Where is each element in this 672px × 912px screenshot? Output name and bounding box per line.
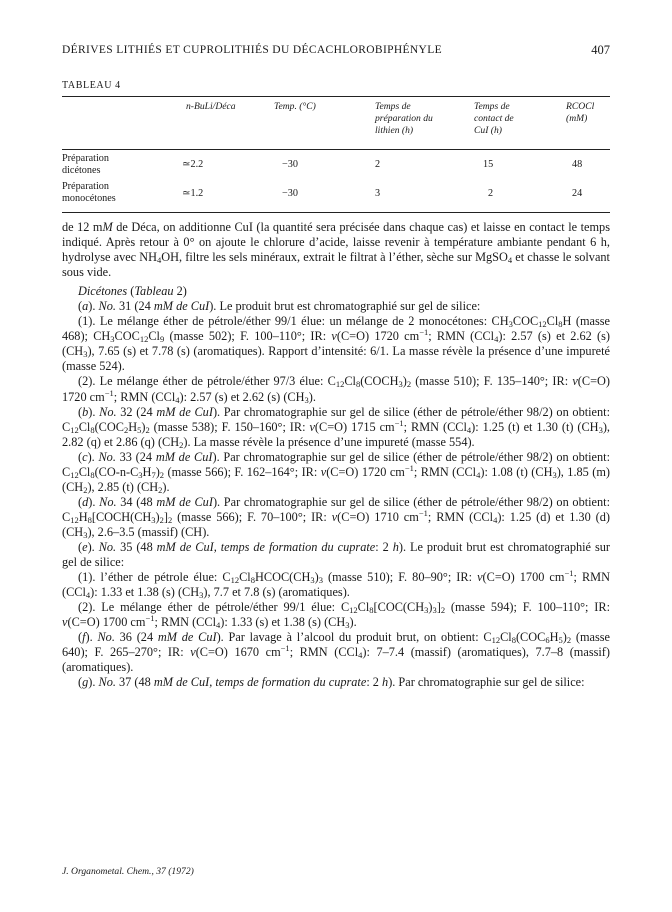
- entry-c: (c). No. 33 (24 mM de CuI). Par chromatographie sur gel de silice (éther de pétrole/éther 98/2) on obtient: $C_{12}Cl_8(CO-n-C_3H_7)_2$ (masse 566); F. 162–164°; IR: ν(C=O) 1720 $cm^{-1}$; RMN (CCl$_4$): 1.08 (t) $(CH_3)$, 1.85 (m) $(CH_2)$, 2.85 (t) $(CH_2)$.: [62, 449, 610, 495]
- journal-footer: J. Organometal. Chem., 37 (1972): [62, 866, 194, 877]
- entry-e-1: (1). l’éther de pétrole élue: $C_{12}Cl_8HCOC(CH_3)_3$ (masse 510); F. 80–90°; IR: ν(C=O) 1700 $cm^{-1}$; RMN (CCl$_4$): 1.33 et 1.38 (s) $(CH_3)$, 7.7 et 7.8 (s) (aromatiques).: [62, 568, 610, 601]
- entry-e: (e). No. 35 (48 mM de CuI, temps de formation du cuprate: 2 h). Le produit brut est chromatographié sur gel de silice:: [62, 539, 610, 570]
- table-top-rule: [62, 96, 610, 97]
- table-caption: TABLEAU 4: [62, 80, 121, 91]
- table-cell: 24: [572, 188, 583, 199]
- entry-f: (f). No. 36 (24 mM de CuI). Par lavage à l’alcool du produit brut, on obtient: $C_{12}Cl_8(COC_6H_5)_2$ (masse 640); F. 265–270°; IR: ν(C=O) 1670 $cm^{-1}$; RMN (CCl$_4$): 7–7.4 (massif) (aromatiques), 7.7–8 (massif) (aromatiques).: [62, 630, 610, 675]
- entry-a-2: (2). Le mélange éther de pétrole/éther 97/3 élue: $C_{12}Cl_8(COCH_3)_2$ (masse 510); F. 135–140°; IR: ν(C=O) 1720 $cm^{-1}$; RMN (CCl$_4$): 2.57 (s) et 2.62 (s) $(CH_3)$.: [62, 374, 610, 405]
- entry-a-1: (1). Le mélange éther de pétrole/éther 99/1 élue: un mélange de 2 monocétones: $CH_3COC_{12}Cl_8H$ (masse 468); $CH_3COC_{12}Cl_9$ (masse 502); F. 100–110°; IR: ν(C=O) 1720 $cm^{-1}$; RMN (CCl$_4$): 2.57 (s) et 2.62 (s) $(CH_3)$, 7.65 (s) et 7.78 (s) (aromatiques). Rapport d’intensité: 6/1. La masse révèle la présence d’une impureté (masse 524).: [62, 314, 610, 374]
- row-label-monocetones: Préparation monocétones: [62, 181, 116, 204]
- table-header-rule: [62, 149, 610, 150]
- entry-b: (b). No. 32 (24 mM de CuI). Par chromatographie sur gel de silice (éther de pétrole/éther 98/2) on obtient: $C_{12}Cl_8(COC_2H_5)_2$ (masse 538); F. 150–160°; IR: ν(C=O) 1715 $cm^{-1}$; RMN (CCl$_4$): 1.25 (t) et 1.30 (t) $(CH_3)$, 2.82 (q) et 2.86 (q) $(CH_2)$. La masse révèle la présence d’une impureté (masse 554).: [62, 404, 610, 450]
- table-cell: 3: [375, 188, 381, 199]
- row-label-dicetones: Préparation dicétones: [62, 153, 109, 176]
- page-number: 407: [591, 43, 610, 57]
- table-cell: 2: [375, 159, 381, 170]
- body-text: [62, 220, 610, 690]
- entry-d: (d). No. 34 (48 mM de CuI). Par chromatographie sur gel de silice (éther de pétrole/éther 98/2) on obtient: $C_{12}H_8[COCH(CH_3)_2]_2$ (masse 566); F. 70–100°; IR: ν(C=O) 1710 $cm^{-1}$; RMN (CCl$_4$): 1.25 (d) et 1.30 (d) $(CH_3)$, 2.6–3.5 (massif) (CH).: [62, 494, 610, 540]
- entry-e-2: (2). Le mélange éther de pétrole/éther 99/1 élue: $C_{12}Cl_8[COC(CH_3)_3]_2$ (masse 594); F. 100–110°; IR: ν(C=O) 1700 $cm^{-1}$; RMN (CCl$_4$): 1.33 (s) et 1.38 (s) $(CH_3)$.: [62, 600, 610, 631]
- table-cell: ≃2.2: [182, 159, 204, 170]
- column-header-rcocl: RCOCl (mM): [566, 101, 595, 124]
- table-cell: 15: [483, 159, 494, 170]
- entry-a: (a). No. 31 (24 mM de CuI). Le produit brut est chromatographié sur gel de silice:: [78, 299, 481, 314]
- table-cell: −30: [282, 188, 298, 199]
- column-header-nbuli: n-BuLi/Déca: [186, 101, 236, 112]
- column-header-temp: Temp. (°C): [274, 101, 316, 112]
- table-cell: 48: [572, 159, 583, 170]
- running-head: DÉRIVES LITHIÉS ET CUPROLITHIÉS DU DÉCACHLOROBIPHÉNYLE: [62, 44, 442, 56]
- table-cell: 2: [488, 188, 494, 199]
- page-header: [62, 44, 610, 60]
- entry-g: (g). No. 37 (48 mM de CuI, temps de formation du cuprate: 2 h). Par chromatographie sur gel de silice:: [78, 675, 585, 690]
- table-bottom-rule: [62, 212, 610, 213]
- column-header-lithien-time: Temps de préparation du lithien (h): [375, 101, 433, 136]
- table-cell: −30: [282, 159, 298, 170]
- section-heading-dicetones: Dicétones (Tableau 2): [78, 284, 187, 299]
- table-cell: ≃1.2: [182, 188, 204, 199]
- column-header-cui-time: Temps de contact de CuI (h): [474, 101, 514, 136]
- procedure-paragraph: de 12 mM de Déca, on additionne CuI (la quantité sera précisée dans chaque cas) et laisse en contact le temps indiqué. Après retour à 0° on ajoute le chlorure d’acide, laisse revenir à température ambiante pendant 6 h, hydrolyse avec $NH_4OH$, filtre les sels minéraux, extrait le filtrat à l’éther, sèche sur MgSO$_4$ et chasse le solvant sous vide.: [62, 220, 610, 280]
